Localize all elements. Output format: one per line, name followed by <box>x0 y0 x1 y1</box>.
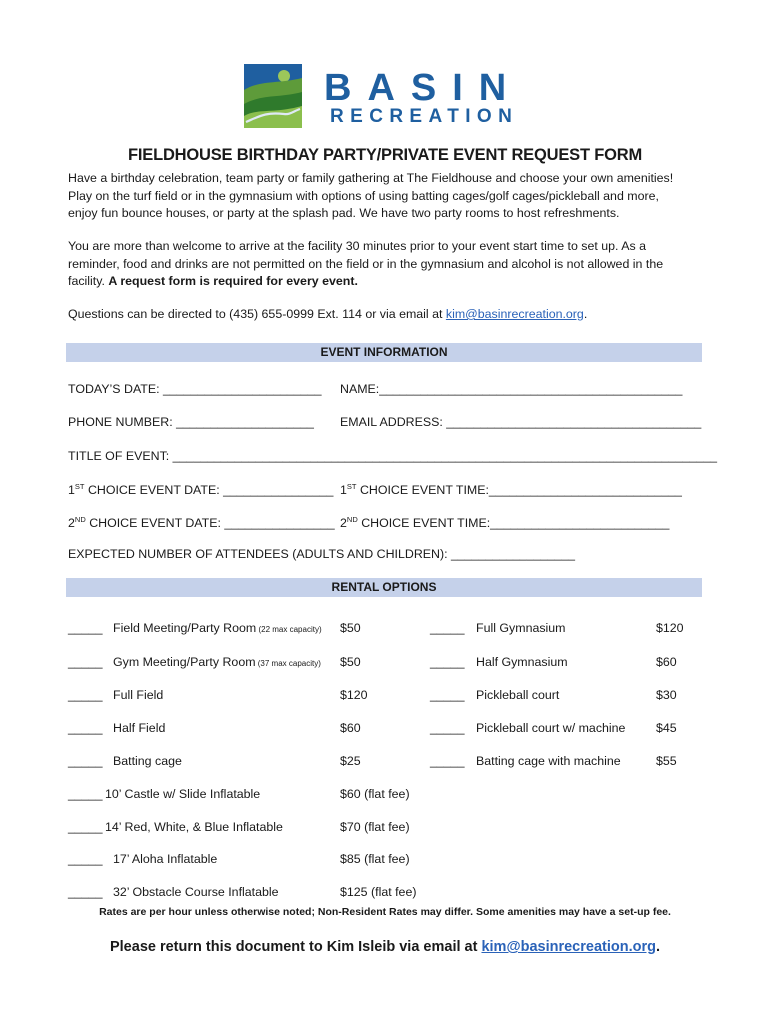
second-choice-time-field[interactable] <box>340 515 669 530</box>
rental-checkbox-blank[interactable]: _____ <box>68 885 103 899</box>
rental-item-name <box>113 655 321 669</box>
rental-item-price: $120 <box>656 621 684 635</box>
rental-item-price: $30 <box>656 688 677 702</box>
rental-item-name <box>113 754 182 768</box>
event-information-header: EVENT INFORMATION <box>66 343 702 362</box>
expected-attendees-field[interactable]: EXPECTED NUMBER OF ATTENDEES (ADULTS AND CHILDREN): __________________ <box>68 547 576 561</box>
rental-item-name <box>105 787 260 801</box>
field-label: CHOICE EVENT DATE: ________________ <box>85 516 335 531</box>
logo-word-basin: BASIN <box>324 67 523 109</box>
rental-checkbox-blank[interactable]: _____ <box>430 721 465 735</box>
rental-item-label: Gym Meeting/Party Room <box>113 655 256 669</box>
ordinal-suffix: ND <box>346 515 358 524</box>
rental-item-label: 14’ Red, White, & Blue Inflatable <box>105 820 283 834</box>
intro-line: Play on the turf field or in the gymnasium with options of using batting cages/golf cages/pickleball and more, <box>68 188 659 203</box>
return-email-link[interactable]: kim@basinrecreation.org <box>481 939 656 955</box>
request-required-note: A request form is required for every event. <box>108 274 358 288</box>
return-text: Please return this document to Kim Isleib via email at <box>109 939 482 955</box>
phone-number-field[interactable]: PHONE NUMBER: ____________________ <box>68 415 314 429</box>
intro-paragraph <box>68 170 708 223</box>
rental-checkbox-blank[interactable]: _____ <box>430 754 465 768</box>
landscape-logo-icon <box>244 64 302 128</box>
todays-date-field[interactable]: TODAY’S DATE: _______________________ <box>68 382 322 396</box>
ordinal-suffix: ND <box>74 515 86 524</box>
field-label: CHOICE EVENT TIME:__________________________ <box>357 516 670 531</box>
return-end: . <box>655 939 660 955</box>
email-address-field[interactable]: EMAIL ADDRESS: _____________________________________ <box>340 415 702 429</box>
intro-line: enjoy fun bounce houses, or party at the splash pad. We have two party rooms to host refreshments. <box>68 206 620 220</box>
rental-item-name <box>113 885 279 899</box>
field-label: CHOICE EVENT DATE: ________________ <box>84 483 334 498</box>
arrival-paragraph <box>68 238 708 291</box>
rental-item-label: Batting cage <box>113 754 182 768</box>
first-choice-time-field[interactable] <box>340 482 682 497</box>
rental-item-label: Field Meeting/Party Room <box>113 621 257 635</box>
arrival-line: You are more than welcome to arrive at the facility 30 minutes prior to your event start time to set up. As a <box>68 239 647 253</box>
rental-item-price: $45 <box>656 721 677 735</box>
logo-word-recreation: RECREATION <box>330 106 519 127</box>
capacity-note: (22 max capacity) <box>256 625 322 634</box>
intro-line: Have a birthday celebration, team party or family gathering at The Fieldhouse and choose your own amenities! <box>68 171 674 185</box>
name-field[interactable]: NAME:____________________________________________ <box>340 382 683 396</box>
rental-checkbox-blank[interactable]: _____ <box>68 621 103 635</box>
rental-item-name: Full Gymnasium <box>476 621 566 635</box>
ordinal-number: 1 <box>340 483 347 498</box>
rental-checkbox-blank[interactable]: _____ <box>68 655 103 669</box>
questions-email-link[interactable]: kim@basinrecreation.org <box>445 307 584 321</box>
rental-item-name: Batting cage with machine <box>476 754 621 768</box>
capacity-note: (37 max capacity) <box>255 659 321 668</box>
rental-checkbox-blank[interactable]: _____ <box>68 820 103 834</box>
ordinal-suffix: ST <box>74 482 85 491</box>
rental-checkbox-blank[interactable]: _____ <box>430 688 465 702</box>
rental-checkbox-blank[interactable]: _____ <box>68 852 103 866</box>
rental-checkbox-blank[interactable]: _____ <box>68 754 103 768</box>
rental-item-name: Pickleball court <box>476 688 560 702</box>
basin-recreation-logo <box>244 64 534 128</box>
questions-text: Questions can be directed to (435) 655-0999 Ext. 114 or via email at <box>68 307 446 321</box>
rental-item-label: 17’ Aloha Inflatable <box>113 852 218 866</box>
rental-checkbox-blank[interactable]: _____ <box>68 721 103 735</box>
ordinal-suffix: ST <box>346 482 357 491</box>
field-label: CHOICE EVENT TIME:____________________________ <box>356 483 682 498</box>
form-title: FIELDHOUSE BIRTHDAY PARTY/PRIVATE EVENT REQUEST FORM <box>128 146 642 164</box>
rental-item-name <box>113 721 165 735</box>
title-of-event-field[interactable]: TITLE OF EVENT: _______________________________________________________________________________ <box>68 449 718 463</box>
rental-item-price: $125 (flat fee) <box>340 885 417 899</box>
rental-checkbox-blank[interactable]: _____ <box>430 655 465 669</box>
rental-checkbox-blank[interactable]: _____ <box>68 688 103 702</box>
arrival-line-end: facility. <box>68 274 105 288</box>
rental-item-name <box>113 688 163 702</box>
rental-item-price: $50 <box>340 621 361 635</box>
rental-item-price: $60 <box>656 655 677 669</box>
ordinal-number: 2 <box>68 516 75 531</box>
rental-item-label: 32’ Obstacle Course Inflatable <box>113 885 279 899</box>
rental-item-price: $85 (flat fee) <box>340 852 410 866</box>
ordinal-number: 1 <box>68 483 75 498</box>
rental-item-price: $55 <box>656 754 677 768</box>
rental-item-label: Full Field <box>113 688 164 702</box>
arrival-line: reminder, food and drinks are not permitted on the field or in the gymnasium and alcohol is not allowed in the <box>68 256 664 271</box>
rental-item-name <box>113 621 322 635</box>
arrival-line <box>68 273 708 291</box>
rates-note: Rates are per hour unless otherwise noted; Non-Resident Rates may differ. Some amenities may have a set-up fee. <box>99 906 671 918</box>
rental-item-price: $60 (flat fee) <box>340 787 410 801</box>
ordinal-number: 2 <box>340 516 347 531</box>
rental-item-name <box>113 852 217 866</box>
rental-item-name: Pickleball court w/ machine <box>476 721 626 735</box>
rental-item-price: $25 <box>340 754 361 768</box>
rental-item-price: $50 <box>340 655 361 669</box>
rental-item-price: $120 <box>340 688 368 702</box>
rental-item-name: Half Gymnasium <box>476 655 568 669</box>
return-instructions <box>0 939 770 955</box>
rental-checkbox-blank[interactable]: _____ <box>68 787 103 801</box>
second-choice-date-field[interactable] <box>68 515 335 530</box>
rental-options-header: RENTAL OPTIONS <box>66 578 702 597</box>
rental-item-label: Half Field <box>113 721 166 735</box>
rental-item-price: $60 <box>340 721 361 735</box>
rental-item-name <box>105 820 283 834</box>
rental-item-label: 10’ Castle w/ Slide Inflatable <box>105 787 261 801</box>
questions-line <box>68 306 708 324</box>
rental-checkbox-blank[interactable]: _____ <box>430 621 465 635</box>
first-choice-date-field[interactable] <box>68 482 333 497</box>
rental-item-price: $70 (flat fee) <box>340 820 410 834</box>
questions-end: . <box>583 307 588 321</box>
